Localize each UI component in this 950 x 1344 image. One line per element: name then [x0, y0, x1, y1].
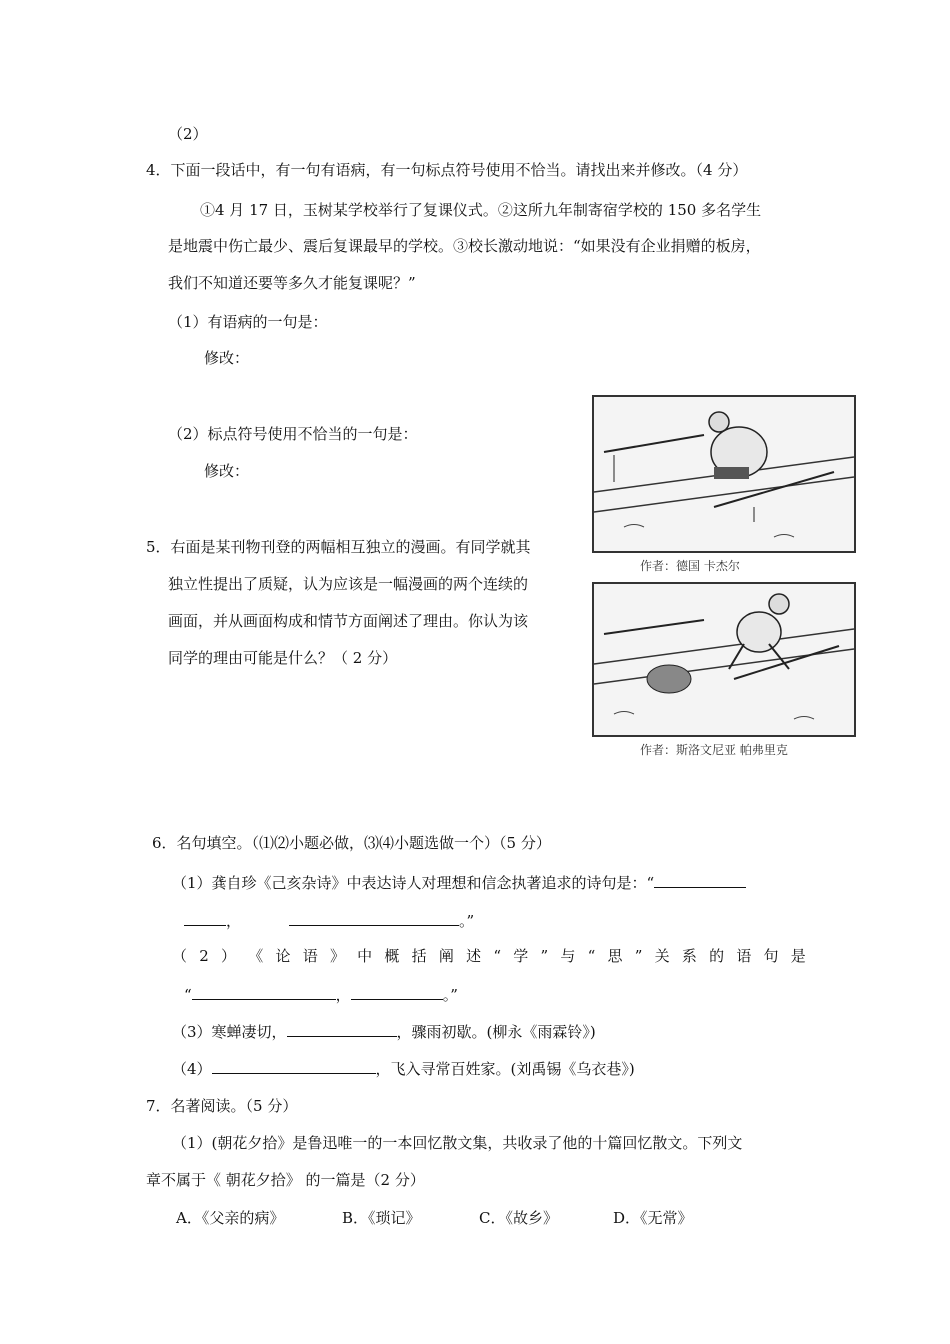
- q6-item-2-char: 关: [654, 947, 670, 965]
- q6-item-4-blank[interactable]: [212, 1058, 376, 1074]
- q6-item-1-prompt: （1）龚自珍《己亥杂诗》中表达诗人对理想和信念执著追求的诗句是：“: [172, 874, 655, 892]
- q3-tail: （2）: [168, 125, 208, 143]
- q5-line-2: 独立性提出了质疑，认为应该是一幅漫画的两个连续的: [168, 575, 529, 593]
- q6-stem: 6．名句填空。（⑴⑵小题必做，⑶⑷小题选做一个）（5 分）: [152, 834, 551, 852]
- q6-item-2-line-2: [184, 984, 458, 1005]
- q6-item-2-char: 》: [329, 947, 345, 965]
- q4-fix1-label: 修改：: [204, 349, 250, 367]
- q6-item-1-comma: ，: [226, 912, 242, 930]
- q6-item-2-char: 语: [302, 947, 318, 965]
- q7-paragraph-1: （1）(朝花夕拾》是鲁迅唯一的一本回忆散文集，共收录了他的十篇回忆散文。下列文: [172, 1134, 743, 1152]
- q7-option-d[interactable]: D．《无常》: [613, 1209, 693, 1227]
- q7-option-a[interactable]: A．《父亲的病》: [176, 1209, 285, 1227]
- q6-item-3-tail: ，骤雨初歇。(柳永《雨霖铃》): [396, 1023, 596, 1041]
- cartoon-1: [592, 395, 856, 553]
- q6-item-2-char: 句: [763, 947, 779, 965]
- q6-item-2-char: 是: [790, 947, 806, 965]
- q6-item-2-char: ”: [540, 947, 549, 965]
- q6-item-2-char: 与: [560, 947, 576, 965]
- q5-line-4: 同学的理由可能是什么？（ 2 分）: [168, 649, 398, 667]
- q6-item-2-blank-1[interactable]: [192, 984, 336, 1000]
- q6-item-2-char: （: [172, 947, 188, 965]
- q6-item-2-char: “: [493, 947, 502, 965]
- q7-option-c[interactable]: C．《故乡》: [479, 1209, 558, 1227]
- q6-item-2-char: 学: [513, 947, 529, 965]
- q7-stem: 7．名著阅读。（5 分）: [146, 1097, 298, 1115]
- q6-item-4-tail: ，飞入寻常百姓家。(刘禹锡《乌衣巷》): [375, 1060, 635, 1078]
- q6-item-4: [172, 1058, 635, 1079]
- q7-paragraph-2: 章不属于《 朝花夕拾》 的一篇是（2 分）: [146, 1171, 425, 1189]
- q6-item-1-line-1: [172, 872, 746, 893]
- q6-item-2-char: 中: [357, 947, 373, 965]
- q6-item-2-char: ”: [634, 947, 643, 965]
- q6-item-2-char: 《: [248, 947, 264, 965]
- q6-item-4-prompt: （4）: [172, 1060, 212, 1078]
- q6-item-2-char: 括: [411, 947, 427, 965]
- q6-item-1-end: 。”: [459, 912, 475, 930]
- q4-passage-line-3: 我们不知道还要等多久才能复课呢？”: [168, 274, 416, 292]
- q6-item-2-blank-2[interactable]: [351, 984, 443, 1000]
- q6-item-3-blank[interactable]: [287, 1021, 397, 1037]
- q5-line-3: 画面，并从画面构成和情节方面阐述了理由。你认为该: [168, 612, 529, 630]
- q6-item-2-end: 。”: [442, 986, 458, 1004]
- q6-item-2-char: 述: [466, 947, 482, 965]
- q6-item-3: [172, 1021, 596, 1042]
- q6-item-2-char: 思: [607, 947, 623, 965]
- q6-item-2-char: ）: [221, 947, 237, 965]
- q6-item-1-blank-1b[interactable]: [184, 910, 226, 926]
- q6-item-2-char: 概: [384, 947, 400, 965]
- cartoon-1-caption: 作者：德国 卡杰尔: [640, 559, 740, 573]
- q6-item-2-open-quote: “: [184, 986, 192, 1004]
- q6-item-1-line-2: [184, 910, 474, 931]
- q6-item-3-prompt: （3）寒蝉凄切，: [172, 1023, 287, 1041]
- q6-item-1-blank-2[interactable]: [289, 910, 459, 926]
- q6-item-1-blank-1[interactable]: [654, 872, 746, 888]
- q4-passage-line-2: 是地震中伤亡最少、震后复课最早的学校。③校长激动地说：“如果没有企业捐赠的板房，: [168, 237, 761, 255]
- q4-sub1: （1）有语病的一句是：: [168, 313, 328, 331]
- q4-stem: 4．下面一段话中，有一句有语病，有一句标点符号使用不恰当。请找出来并修改。（4 分）: [146, 161, 748, 179]
- q4-passage-line-1: ①4 月 17 日，玉树某学校举行了复课仪式。②这所九年制寄宿学校的 150 多名学生: [200, 201, 762, 219]
- q4-fix2-label: 修改：: [204, 462, 250, 480]
- q6-item-2-char: “: [587, 947, 596, 965]
- q7-option-b[interactable]: B．《琐记》: [342, 1209, 421, 1227]
- q6-item-2-char: 论: [275, 947, 291, 965]
- q6-item-2-char: 阐: [438, 947, 454, 965]
- q5-line-1: 5．右面是某刊物刊登的两幅相互独立的漫画。有同学就其: [146, 538, 531, 556]
- q6-item-2-line-1: [172, 946, 806, 966]
- q6-item-2-char: 系: [681, 947, 697, 965]
- cartoon-1-drawing: [594, 397, 854, 551]
- cartoon-2-caption: 作者：斯洛文尼亚 帕弗里克: [640, 743, 788, 757]
- q6-item-2-char: 2: [199, 947, 209, 965]
- q4-sub2: （2）标点符号使用不恰当的一句是：: [168, 425, 418, 443]
- q6-item-2-char: 的: [709, 947, 725, 965]
- cartoon-2-drawing: [594, 584, 854, 735]
- cartoon-2: [592, 582, 856, 737]
- q6-item-2-char: 语: [736, 947, 752, 965]
- q6-item-2-comma: ，: [335, 986, 351, 1004]
